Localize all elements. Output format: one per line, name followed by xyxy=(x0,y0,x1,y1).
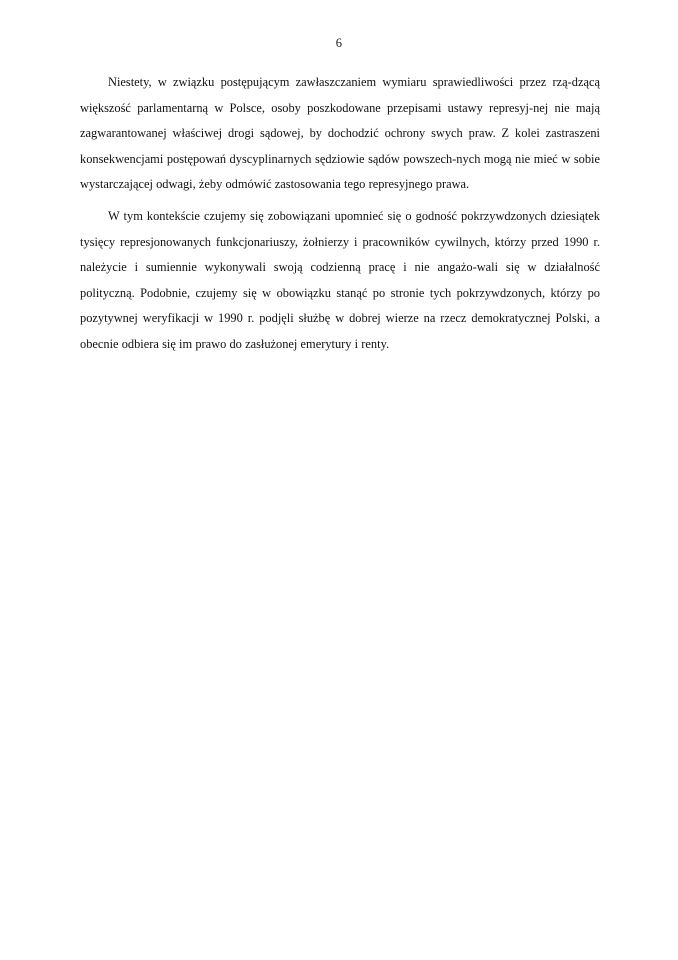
paragraph: W tym kontekście czujemy się zobowiązani upomnieć się o godność pokrzywdzonych dziesiątek tysięcy represjonowanych funkcjonariuszy, żołnierzy i pracowników cywilnych, którzy przed 1990 r. należycie i sumiennie wykonywali swoją codzienną pracę i nie angażo-wali się w działalność polityczną. Podobnie, czujemy się w obowiązku stanąć po stronie tych pokrzywdzonych, którzy po pozytywnej weryfikacji w 1990 r. podjęli służbę w dobrej wierze na rzecz demokratycznej Polski, a obecnie odbiera się im prawo do zasłużonej emerytury i renty. xyxy=(80,208,600,351)
document-body xyxy=(80,70,600,358)
paragraph: Niestety, w związku postępującym zawłaszczaniem wymiaru sprawiedliwości przez rzą-dzącą większość parlamentarną w Polsce, osoby poszkodowane przepisami ustawy represyj-nej nie mają zagwarantowanej właściwej drogi sądowej, by dochodzić ochrony swych praw. Z kolei zastraszeni konsekwencjami postępowań dyscyplinarnych sędziowie sądów powszech-nych mogą nie mieć w sobie wystarczającej odwagi, żeby odmówić zastosowania tego represyjnego prawa. xyxy=(80,75,600,192)
page-number: 6 xyxy=(335,36,343,50)
